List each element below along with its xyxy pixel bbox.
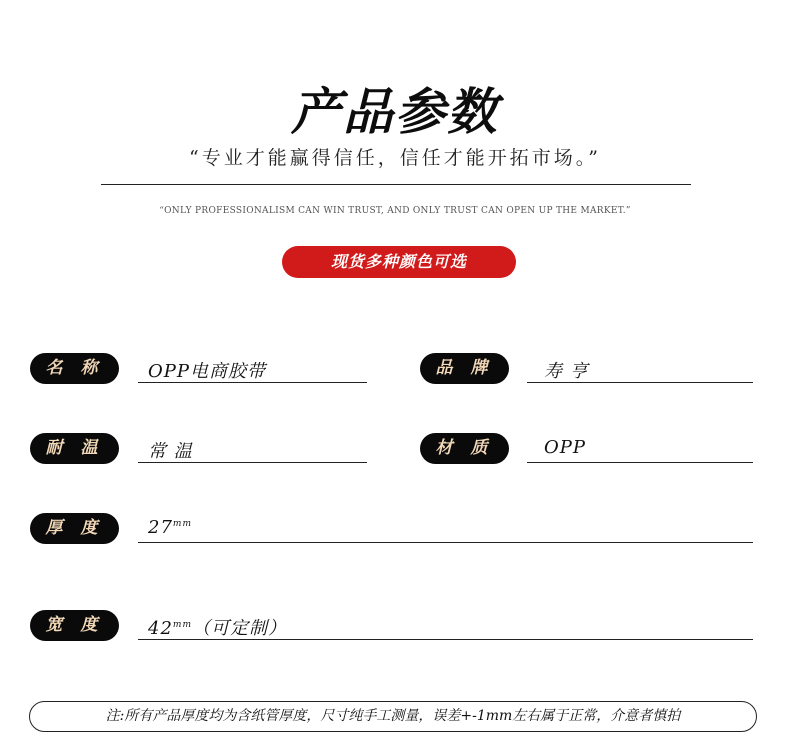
thickness-number: 27 bbox=[148, 517, 173, 538]
name-underline bbox=[138, 382, 367, 383]
material-value: OPP bbox=[544, 437, 586, 458]
temperature-value: 常 温 bbox=[148, 441, 193, 462]
width-number: 42 bbox=[148, 618, 173, 639]
name-value: OPP电商胶带 bbox=[148, 361, 266, 382]
slogan: “专业才能赢得信任，信任才能开拓市场。” bbox=[189, 147, 601, 169]
material-underline bbox=[527, 462, 753, 463]
temperature-label: 耐 温 bbox=[30, 433, 119, 464]
brand-underline bbox=[527, 382, 753, 383]
thickness-value bbox=[148, 517, 192, 538]
width-suffix: （可定制） bbox=[191, 618, 287, 639]
width-value bbox=[148, 614, 287, 640]
color-options-badge: 现货多种颜色可选 bbox=[282, 246, 516, 278]
thickness-label: 厚 度 bbox=[30, 513, 119, 544]
width-underline bbox=[138, 639, 753, 640]
brand-label: 品 牌 bbox=[420, 353, 509, 384]
slogan-english: “ONLY PROFESSIONALISM CAN WIN TRUST, AND ONLY TRUST CAN OPEN UP THE MARKET.” bbox=[159, 206, 631, 216]
material-label: 材 质 bbox=[420, 433, 509, 464]
brand-value: 寿 亨 bbox=[544, 361, 589, 382]
footer-note: 注:所有产品厚度均为含纸管厚度，尺寸纯手工测量，误差+-1mm左右属于正常，介意者慎拍 bbox=[29, 701, 757, 732]
thickness-underline bbox=[138, 542, 753, 543]
name-label: 名 称 bbox=[30, 353, 119, 384]
width-unit: mm bbox=[172, 620, 192, 630]
thickness-unit: mm bbox=[172, 519, 192, 529]
page-title: 产品参数 bbox=[291, 82, 499, 141]
temperature-underline bbox=[138, 462, 367, 463]
divider bbox=[101, 184, 691, 185]
width-label: 宽 度 bbox=[30, 610, 119, 641]
